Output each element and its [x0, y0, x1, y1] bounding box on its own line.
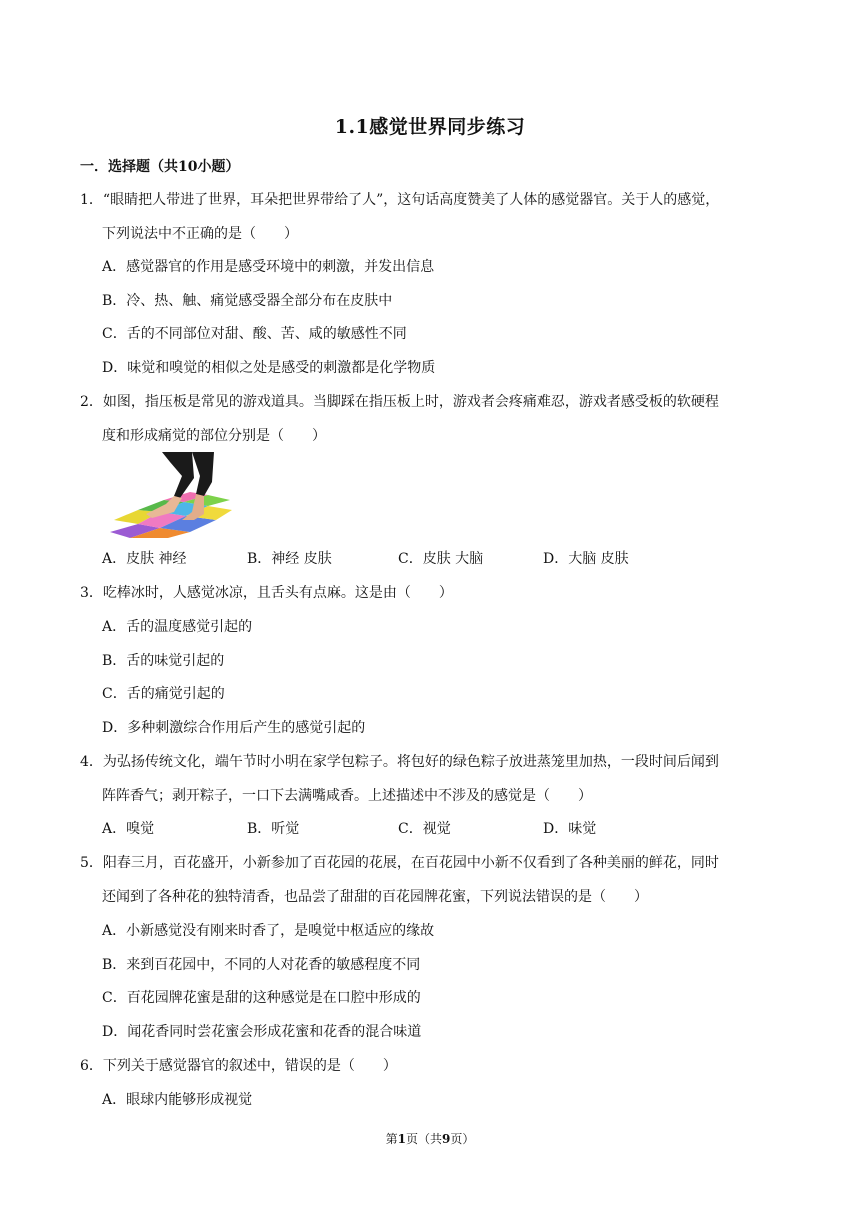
question-5-option-c: C．百花园牌花蜜是甜的这种感觉是在口腔中形成的	[102, 990, 421, 1006]
question-5-option-b: B．来到百花园中，不同的人对花香的敏感程度不同	[102, 957, 421, 973]
question-4-option-d: D．味觉	[543, 821, 597, 837]
question-5-line-1: 5．阳春三月，百花盛开，小新参加了百花园的花展，在百花园中小新不仅看到了各种美丽的鲜花，同时	[80, 855, 719, 871]
question-2-line-1: 2．如图，指压板是常见的游戏道具。当脚踩在指压板上时，游戏者会疼痛难忍，游戏者感受板的软硬程	[80, 394, 719, 410]
question-4-option-c: C．视觉	[398, 821, 451, 837]
question-5-option-a: A．小新感觉没有刚来时香了，是嗅觉中枢适应的缘故	[102, 923, 435, 939]
question-4-options	[102, 819, 802, 839]
question-2-option-c: C．皮肤 大脑	[398, 551, 484, 567]
question-3-option-c: C．舌的痛觉引起的	[102, 686, 225, 702]
question-1-line-1: 1．“眼睛把人带进了世界，耳朵把世界带给了人”，这句话高度赞美了人体的感觉器官。关于人的感觉，	[80, 192, 720, 208]
question-3-option-a: A．舌的温度感觉引起的	[102, 619, 253, 635]
page-title: 1.1感觉世界同步练习	[334, 116, 526, 138]
question-2-options	[102, 549, 802, 569]
question-2-option-d: D．大脑 皮肤	[543, 551, 629, 567]
footer-mid: 页（共	[405, 1132, 442, 1146]
page-footer	[0, 1130, 860, 1147]
question-6-option-a: A．眼球内能够形成视觉	[102, 1092, 253, 1108]
section-heading: 一．选择题（共10小题）	[80, 159, 240, 175]
question-4-option-a: A．嗅觉	[102, 821, 155, 837]
question-4-line-2: 阵阵香气；剥开粽子，一口下去满嘴咸香。上述描述中不涉及的感觉是（ ）	[102, 788, 592, 804]
question-2-option-a: A．皮肤 神经	[102, 551, 187, 567]
footer-page-number: 1	[397, 1132, 406, 1146]
acupressure-mat-image	[108, 452, 232, 538]
question-5-option-d: D．闻花香同时尝花蜜会形成花蜜和花香的混合味道	[102, 1024, 422, 1040]
question-4-line-1: 4．为弘扬传统文化，端午节时小明在家学包粽子。将包好的绿色粽子放进蒸笼里加热，一段时间后闻到	[80, 754, 719, 770]
question-3-option-d: D．多种刺激综合作用后产生的感觉引起的	[102, 720, 366, 736]
question-6-line-1: 6．下列关于感觉器官的叙述中，错误的是（ ）	[80, 1058, 397, 1074]
question-1-option-a: A．感觉器官的作用是感受环境中的刺激，并发出信息	[102, 259, 435, 275]
question-3-option-b: B．舌的味觉引起的	[102, 653, 225, 669]
question-1-option-c: C．舌的不同部位对甜、酸、苦、咸的敏感性不同	[102, 326, 407, 342]
question-1-option-b: B．冷、热、触、痛觉感受器全部分布在皮肤中	[102, 293, 393, 309]
question-3-line-1: 3．吃棒冰时，人感觉冰凉，且舌头有点麻。这是由（ ）	[80, 585, 453, 601]
question-1-line-2: 下列说法中不正确的是（ ）	[102, 226, 298, 242]
question-1-option-d: D．味觉和嗅觉的相似之处是感受的刺激都是化学物质	[102, 360, 436, 376]
footer-total-pages: 9	[442, 1132, 451, 1146]
question-5-line-2: 还闻到了各种花的独特清香，也品尝了甜甜的百花园牌花蜜，下列说法错误的是（ ）	[102, 889, 648, 905]
question-2-line-2: 度和形成痛觉的部位分别是（ ）	[102, 428, 326, 444]
question-2-option-b: B．神经 皮肤	[247, 551, 332, 567]
footer-prefix: 第	[385, 1132, 398, 1146]
footer-suffix: 页）	[450, 1132, 475, 1146]
question-4-option-b: B．听觉	[247, 821, 300, 837]
